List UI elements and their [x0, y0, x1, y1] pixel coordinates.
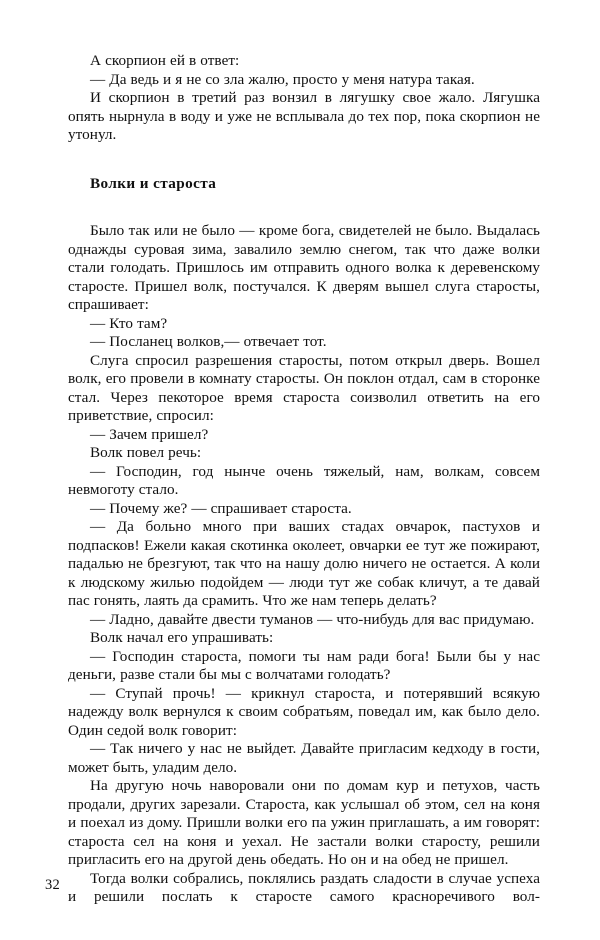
paragraph-servant-asks-permission: Слуга спросил разрешения старосты, потом открыл дверь. Вошел волк, его провели в комнату старосты. Он поклон отдал, сам в сторонке стал. Через пекоторое время староста соизволил ответить на его приветствие, спросил:	[68, 351, 540, 424]
paragraph-continued-scorpion-reply: А скорпион ей в ответ:	[90, 52, 240, 69]
paragraph-opening-winter: Было так или не было — кроме бога, свидетелей не было. Выдалась однажды суровая зима, завалило землю снегом, так что даже волки стали голодать. Пришлось им отправить одного волка к деревенскому старосте. Пришел волк, постучался. К дверям вышел слуга старосты, спрашивает:	[68, 222, 540, 313]
paragraph-wolves-gather-final: Тогда волки собрались, поклялись раздать сладости в случае успеха и решили послать к старосте самого красноречивого вол-	[68, 869, 540, 905]
dialogue-line-hard-year: — Господин, год нынче очень тяжелый, нам, волкам, совсем невмоготу стало.	[68, 462, 540, 498]
paragraph-scorpion-ending: И скорпион в третий раз вонзил в лягушку свое жало. Лягушка опять нырнула в воду и уже не всплывала до тех пор, пока скорпион не утонул.	[68, 89, 540, 143]
spacer-below-heading	[68, 193, 540, 222]
paragraph-wolf-pleads: Волк начал его упрашивать:	[90, 629, 274, 646]
paragraph-wolf-begins-speech: Волк повел речь:	[90, 444, 202, 461]
section-heading-wolves-and-elder: Волки и староста	[90, 174, 217, 192]
dialogue-line-wolf-envoy: — Посланец волков,— отвечает тот.	[90, 333, 327, 350]
paragraph-stolen-chickens: На другую ночь наворовали они по домам кур и петухов, часть продали, других зарезали. Староста, как услышал об этом, сел на коня и поехал из дому. Пришли волки его па ужин приглашать, а им говорят: староста сел на коня и уехал. Не застали волки старосту, решили пригласить его на другой день обедать. Но он и на обед не пришел.	[68, 777, 540, 868]
dialogue-line-help-us-for-gods-sake: — Господин староста, помоги ты нам ради бога! Были бы у нас деньги, разве стали бы мы с волчатами голодать?	[68, 647, 540, 683]
dialogue-line-go-away: — Ступай прочь! — крикнул староста, и потерявший всякую надежду волк вернулся к своим собратьям, поведал им, как было дело. Один седой волк говорит:	[68, 684, 540, 739]
spacer-above-heading	[68, 145, 540, 175]
text-column	[68, 52, 540, 907]
dialogue-line-too-many-sheepdogs: — Да больно много при ваших стадах овчарок, пастухов и подпасков! Ежели какая скотинка околеет, овчарки ее тут же пожирают, падалью не брезгуют, так что на нашу долю ничего не остается. А коли к людскому жилью подойдем — люди тут же собак кличут, а те давай пас гонять, лаять да срамить. Что же нам теперь делать?	[68, 518, 540, 609]
page-number: 32	[45, 877, 61, 893]
dialogue-line-who-is-there: — Кто там?	[90, 314, 168, 332]
dialogue-line-two-hundred-tomans: — Ладно, давайте двести туманов — что-нибудь для вас придумаю.	[90, 610, 535, 628]
dialogue-line-scorpion-answer: — Да ведь и я не со зла жалю, просто у меня натура такая.	[90, 70, 475, 88]
dialogue-line-invite-kedkhoda: — Так ничего у нас не выйдет. Давайте пригласим кедходу в гости, может быть, уладим дело.	[68, 740, 540, 776]
dialogue-line-elder-asks-why: — Почему же? — спрашивает староста.	[90, 499, 352, 517]
dialogue-line-why-did-you-come: — Зачем пришел?	[90, 425, 209, 443]
